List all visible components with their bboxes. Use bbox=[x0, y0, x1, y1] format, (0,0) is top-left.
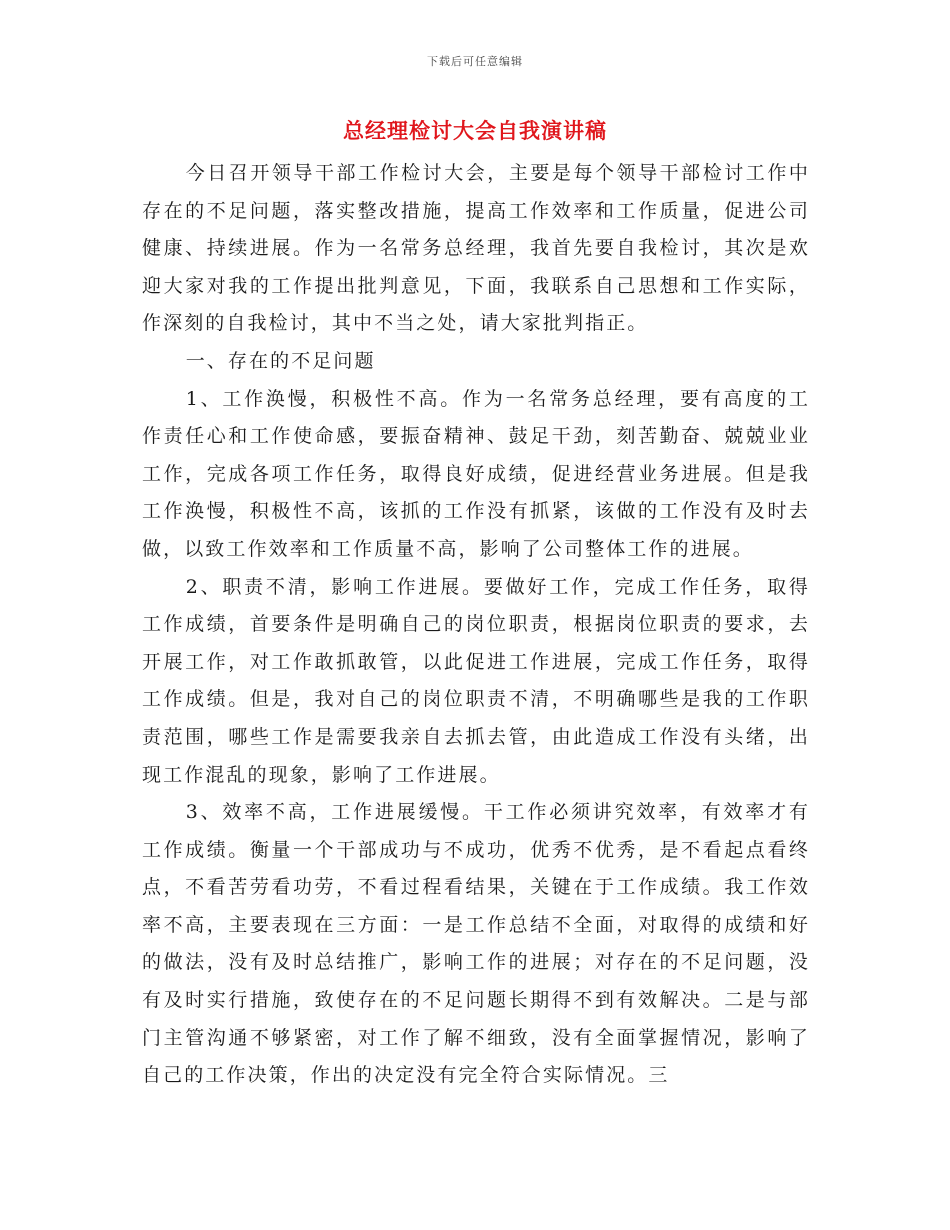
paragraph-intro: 今日召开领导干部工作检讨大会，主要是每个领导干部检讨工作中存在的不足问题，落实整改措施，提高工作效率和工作质量，促进公司健康、持续进展。作为一名常务总经理，我首先要自我检讨，其次是欢迎大家对我的工作提出批判意见，下面，我联系自己思想和工作实际，作深刻的自我检讨，其中不当之处，请大家批判指正。 bbox=[142, 162, 810, 335]
paragraph-point-2: 2、职责不清，影响工作进展。要做好工作，完成工作任务，取得工作成绩，首要条件是明确自己的岗位职责，根据岗位职责的要求，去开展工作，对工作敢抓敢管，以此促进工作进展，完成工作任务，取得工作成绩。但是，我对自己的岗位职责不清，不明确哪些是我的工作职责范围，哪些工作是需要我亲自去抓去管，由此造成工作没有头绪，出现工作混乱的现象，影响了工作进展。 bbox=[142, 575, 810, 786]
section-heading-problems: 一、存在的不足问题 bbox=[185, 349, 376, 372]
header-note: 下载后可任意编辑 bbox=[427, 55, 523, 68]
document-body bbox=[142, 155, 810, 1095]
paragraph-point-3: 3、效率不高，工作进展缓慢。干工作必须讲究效率，有效率才有工作成绩。衡量一个干部成功与不成功，优秀不优秀，是不看起点看终点，不看苦劳看功劳，不看过程看结果，关键在于工作成绩。我工作效率不高，主要表现在三方面：一是工作总结不全面，对取得的成绩和好的做法，没有及时总结推广，影响工作的进展；对存在的不足问题，没有及时实行措施，致使存在的不足问题长期得不到有效解决。二是与部门主管沟通不够紧密，对工作了解不细致，没有全面掌握情况，影响了自己的工作决策，作出的决定没有完全符合实际情况。三 bbox=[142, 801, 810, 1087]
paragraph-point-1: 1、工作涣慢，积极性不高。作为一名常务总经理，要有高度的工作责任心和工作使命感，要振奋精神、鼓足干劲，刻苦勤奋、兢兢业业工作，完成各项工作任务，取得良好成绩，促进经营业务进展。但是我工作涣慢，积极性不高，该抓的工作没有抓紧，该做的工作没有及时去做，以致工作效率和工作质量不高，影响了公司整体工作的进展。 bbox=[142, 387, 810, 560]
document-title: 总经理检讨大会自我演讲稿 bbox=[343, 118, 607, 143]
